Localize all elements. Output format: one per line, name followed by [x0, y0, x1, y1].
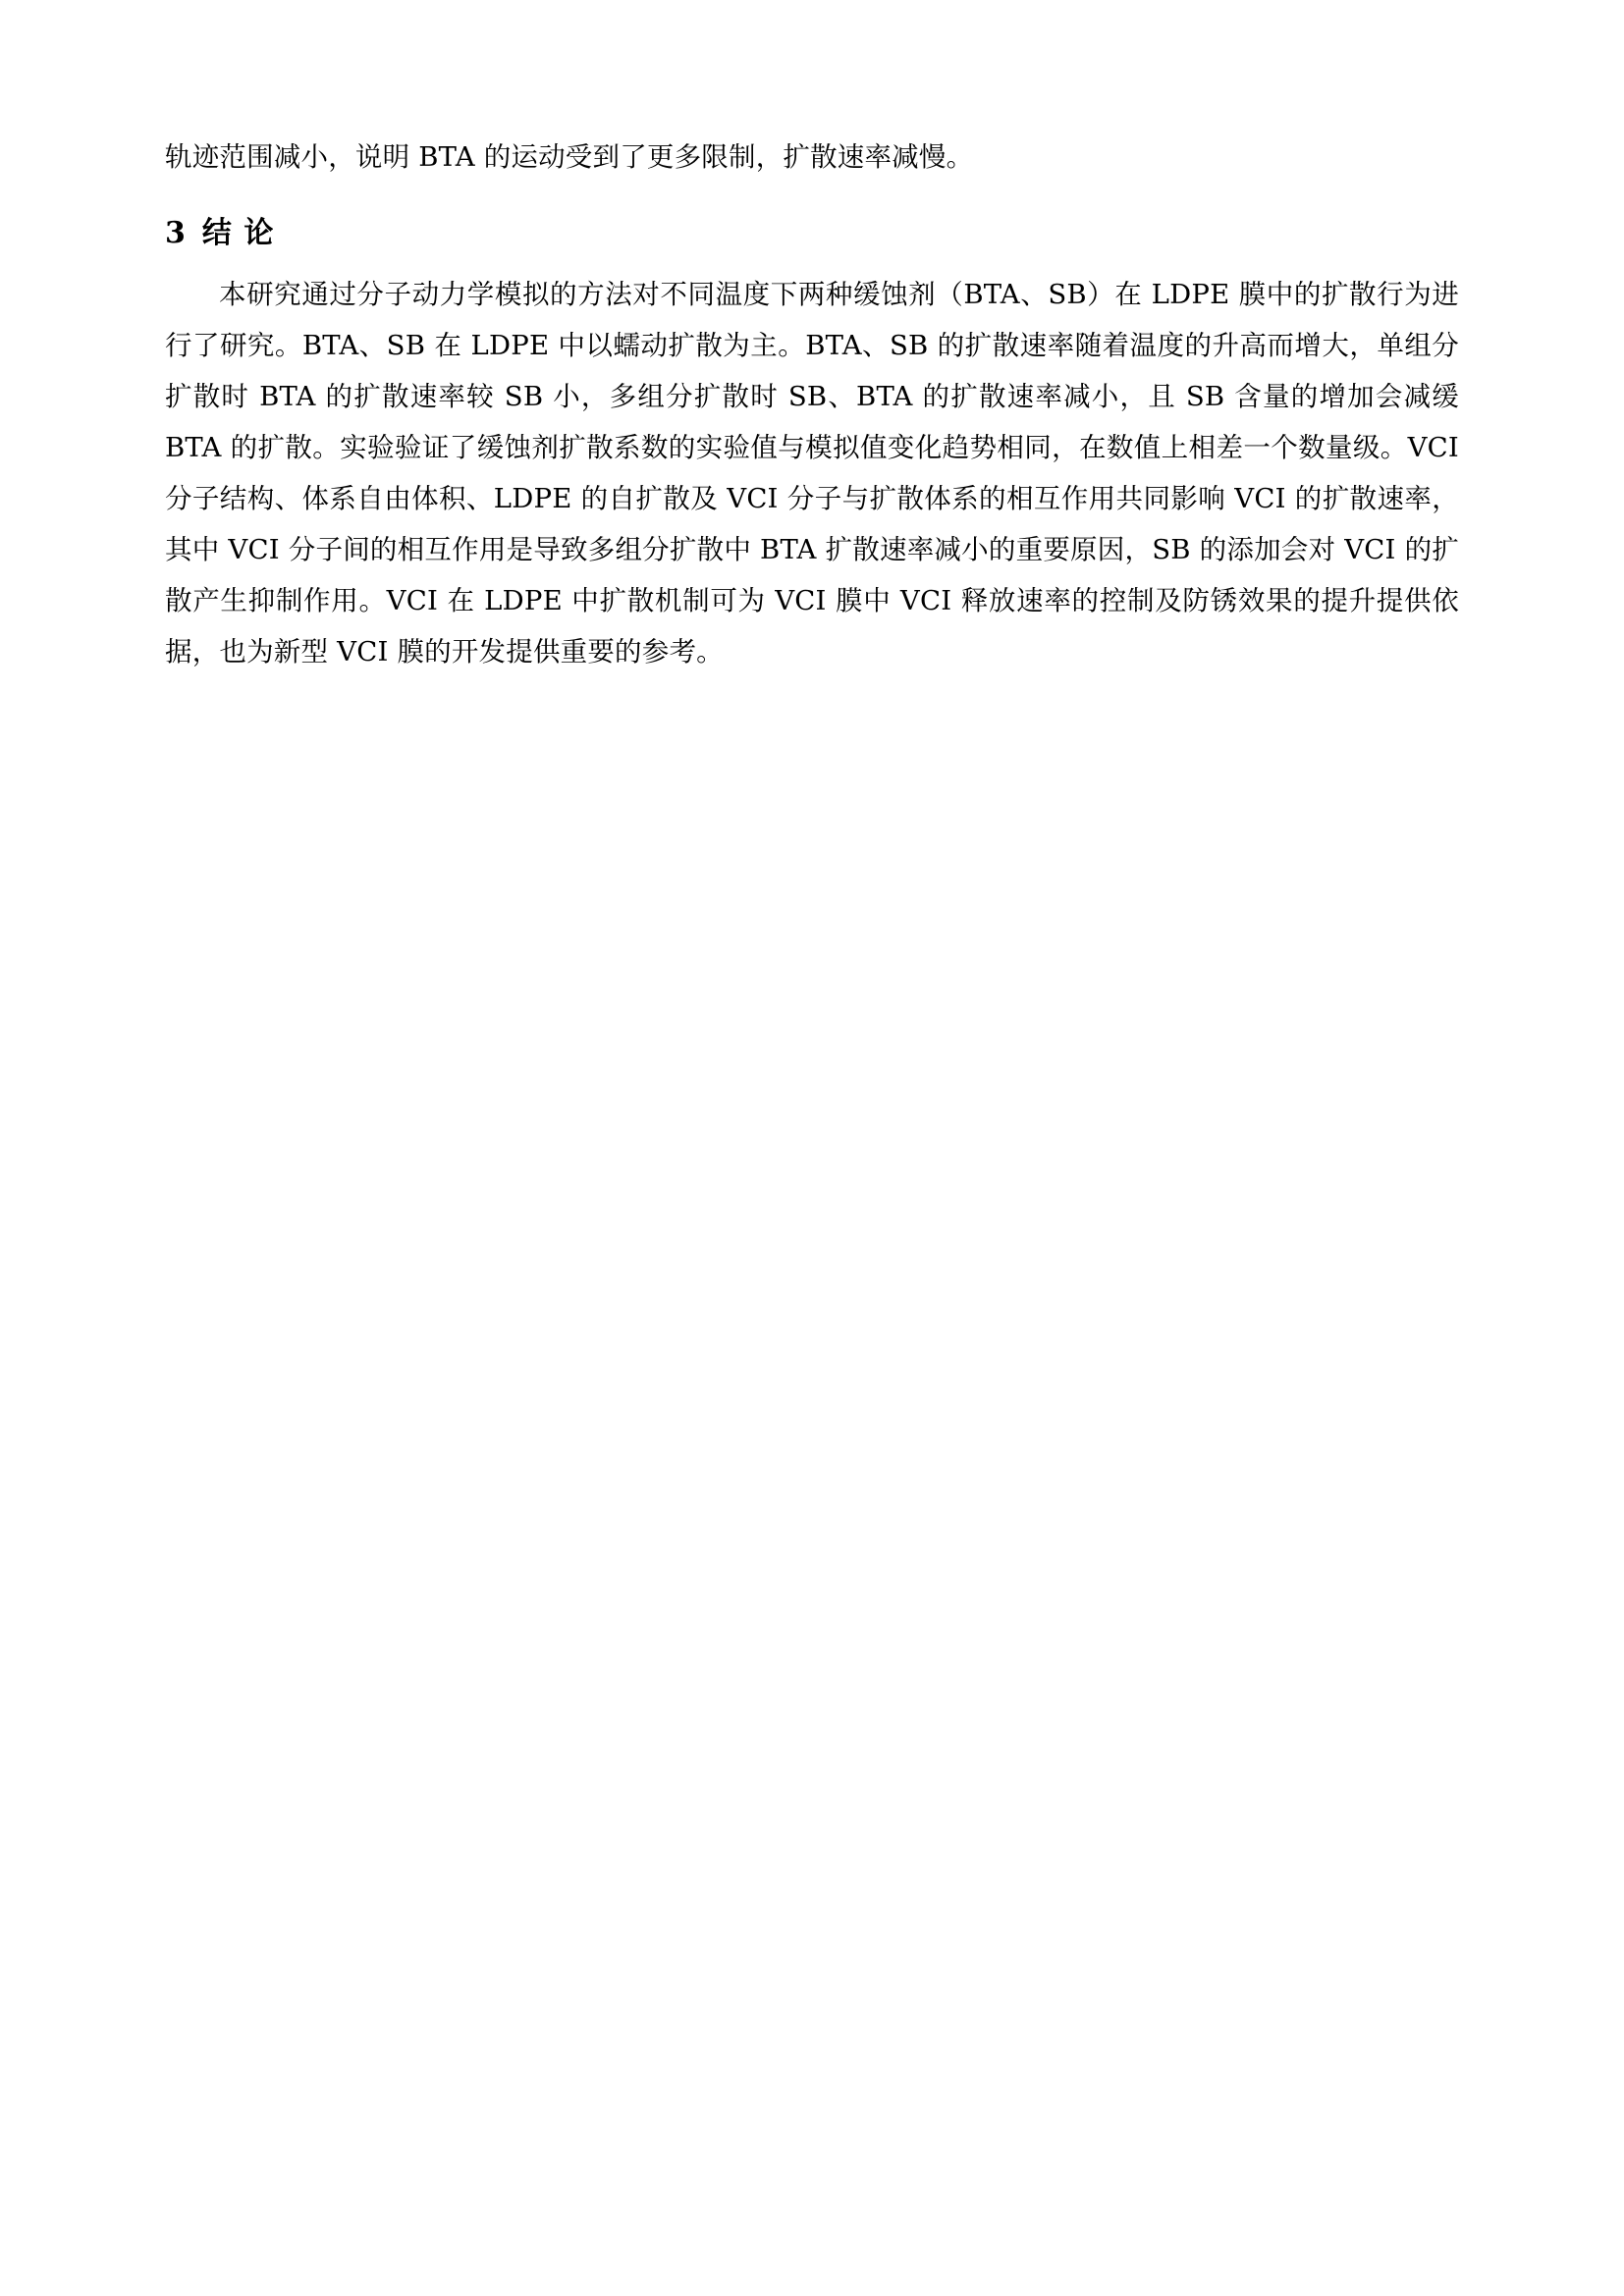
conclusion-paragraph: 本研究通过分子动力学模拟的方法对不同温度下两种缓蚀剂（BTA、SB）在 LDPE 膜中的扩散行为进行了研究。BTA、SB 在 LDPE 中以蠕动扩散为主。BTA、SB 的扩散速率随着温度的升高而增大，单组分扩散时 BTA 的扩散速率较 SB 小，多组分扩散时 SB、BTA 的扩散速率减小，且 SB 含量的增加会减缓 BTA 的扩散。实验验证了缓蚀剂扩散系数的实验值与模拟值变化趋势相同，在数值上相差一个数量级。VCI 分子结构、体系自由体积、LDPE 的自扩散及 VCI 分子与扩散体系的相互作用共同影响 VCI 的扩散速率，其中 VCI 分子间的相互作用是导致多组分扩散中 BTA 扩散速率减小的重要原因，SB 的添加会对 VCI 的扩散产生抑制作用。VCI 在 LDPE 中扩散机制可为 VCI 膜中 VCI 释放速率的控制及防锈效果的提升提供依据，也为新型 VCI 膜的开发提供重要的参考。 [165, 279, 1459, 667]
page-content [165, 132, 1459, 677]
section-heading [165, 208, 1459, 259]
continued-paragraph: 轨迹范围减小，说明 BTA 的运动受到了更多限制，扩散速率减慢。 [165, 141, 974, 173]
section-title: 结 论 [201, 216, 275, 250]
section-number: 3 [165, 216, 187, 250]
